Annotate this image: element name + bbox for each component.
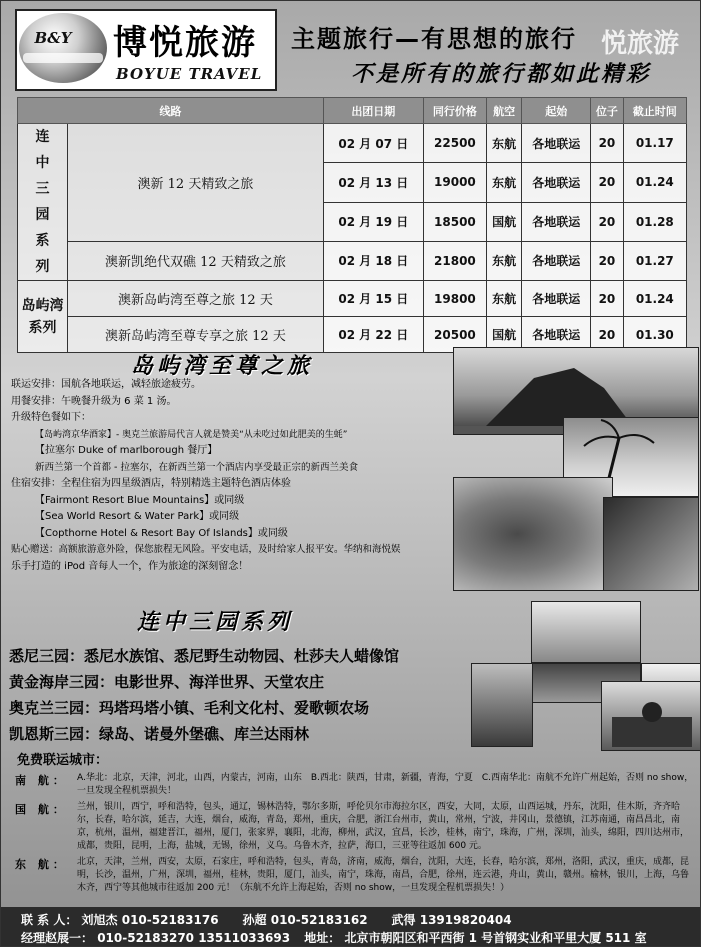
seats-cell: 20	[591, 202, 623, 241]
price-cell: 18500	[423, 202, 486, 241]
detail-line: 住宿安排：全程住宿为四星级酒店，特别精选主题特色酒店体验	[11, 478, 291, 489]
detail-line: 联运安排：国航各地联运，减轻旅途疲劳。	[11, 379, 201, 390]
deadline-cell: 01.30	[623, 317, 686, 353]
lianzhong-section	[1, 601, 701, 751]
seats-cell: 20	[591, 124, 623, 163]
contact-footer	[1, 907, 701, 947]
detail-line: 【拉塞尔 Duke of marlborough 餐厅】	[35, 445, 218, 456]
detail-line: 贴心赠送：高额旅游意外险，保您旅程无风险。平安电话，及时给家人报平安。华纳和海悦娱	[11, 544, 401, 555]
region-label: 南 航：	[15, 774, 68, 787]
region-label: 国 航：	[15, 803, 68, 816]
manager-phone: 010-52183270 13511033693	[97, 931, 291, 945]
island-details	[11, 377, 451, 575]
price-cell: 21800	[423, 241, 486, 280]
col-deadline: 截止时间	[623, 98, 686, 124]
park-item: 凯恩斯三园：绿岛、诺曼外堡礁、库兰达雨林	[9, 725, 310, 743]
seats-cell: 20	[591, 241, 623, 280]
region-text: A.华北：北京，天津，河北，山西，内蒙古，河南，山东 B.西北：陕西，甘肃，新疆，青海，宁夏 C.西南华北：南航不允许广州起始，否则 no show，一旦发现全程机票损失！	[77, 773, 694, 796]
seats-cell: 20	[591, 163, 623, 202]
table-row	[18, 281, 687, 317]
island-photo-collage	[453, 347, 699, 591]
table-row	[18, 124, 687, 163]
detail-line: 【Sea World Resort & Water Park】或同级	[35, 511, 240, 522]
region-label: 东 航：	[15, 858, 68, 871]
start-cell: 各地联运	[522, 124, 591, 163]
park-item: 奥克兰三园：玛塔玛塔小镇、毛利文化村、爱歌顿农场	[9, 699, 370, 717]
manager-label: 经理赵展一：	[21, 931, 94, 945]
start-cell: 各地联运	[522, 202, 591, 241]
date-cell: 02 月 15 日	[323, 281, 423, 317]
free-connection-cities	[7, 753, 697, 907]
cities-title: 免费联运城市：	[17, 753, 109, 768]
park-photo-collage	[471, 601, 701, 751]
route-cell: 澳新 12 天精致之旅	[68, 124, 324, 242]
deadline-cell: 01.24	[623, 163, 686, 202]
header	[1, 1, 701, 97]
region-air-china	[7, 801, 697, 853]
route-cell: 澳新岛屿湾至尊专享之旅 12 天	[68, 317, 324, 353]
contact-numbers: 刘旭杰 010-52183176 孙超 010-52183162 武得 13919820404	[81, 913, 512, 927]
table-row	[18, 241, 687, 280]
date-cell: 02 月 07 日	[323, 124, 423, 163]
park-list	[9, 643, 399, 747]
col-start: 起始	[522, 98, 591, 124]
region-text: 兰州，银川，西宁，呼和浩特，包头，通辽，锡林浩特，鄂尔多斯，呼伦贝尔市海拉尔区，西安，大同，太原，山西运城，丹东，沈阳，佳木斯，齐齐哈尔，长春，哈尔滨，延吉，大连，烟台，威海，青岛，郑州，重庆，合肥，浙江台州市，黄山，常州，宁波，井冈山，景德镇，江苏南通，南昌昌北，南京，杭州，温州，福建晋江，福州，厦门，张家界，襄阳，北海，柳州，武汉，宜昌，长沙，桂林，南宁，珠海，广州，深圳，汕头，绵阳，四川达州市，成都，贵阳，昆明，上海，盐城，无锡，徐州，义乌。乌鲁木齐，拉萨，海口，三亚等往返加 600 元。	[77, 802, 690, 851]
price-cell: 20500	[423, 317, 486, 353]
detail-line: 用餐安排：午晚餐升级为 6 菜 1 汤。	[11, 395, 177, 407]
deadline-cell: 01.28	[623, 202, 686, 241]
airline-cell: 国航	[487, 317, 522, 353]
airline-cell: 东航	[487, 281, 522, 317]
wildlife-photo	[531, 601, 641, 663]
airline-cell: 国航	[487, 202, 522, 241]
tour-schedule-table	[17, 97, 687, 353]
deadline-cell: 01.24	[623, 281, 686, 317]
brand-name-en: BOYUE TRAVEL	[116, 65, 263, 83]
col-date: 出团日期	[323, 98, 423, 124]
col-route: 线路	[18, 98, 324, 124]
start-cell: 各地联运	[522, 241, 591, 280]
start-cell: 各地联运	[522, 317, 591, 353]
brand-name: 博悦旅游	[113, 23, 257, 63]
park-item: 悉尼三园：悉尼水族馆、悉尼野生动物园、杜莎夫人蜡像馆	[9, 647, 400, 665]
park-item: 黄金海岸三园：电影世界、海洋世界、天堂农庄	[9, 673, 325, 691]
lianzhong-section-title: 连中三园系列	[137, 610, 294, 635]
logo-initials: B&Y	[34, 29, 72, 47]
airline-cell: 东航	[487, 241, 522, 280]
price-cell: 19800	[423, 281, 486, 317]
deadline-cell: 01.17	[623, 124, 686, 163]
seats-cell: 20	[591, 317, 623, 353]
region-text: 北京，天津，兰州，西安，太原，石家庄，呼和浩特，包头，青岛，济南，威海，烟台，沈阳，大连，长春，哈尔滨，郑州，洛阳，武汉，重庆，成都，昆明，长沙，温州，广州，深圳，福州，桂林，贵阳，厦门，汕头，南宁，珠海，南昌，合肥，徐州，连云港，舟山，黄山，赣州。榆林，银川，上海，乌鲁木齐，西宁等其他城市往返加 200 元！（东航不允许上海起始，否则 no show，一旦发现全程机票损失！）	[77, 857, 690, 893]
col-price: 同行价格	[423, 98, 486, 124]
region-china-eastern	[7, 856, 697, 895]
detail-line: 升级特色餐如下：	[11, 412, 91, 423]
manager-row	[21, 929, 647, 946]
detail-line: 【Fairmont Resort Blue Mountains】或同级	[35, 494, 245, 506]
heritage-building-photo	[601, 681, 701, 751]
deadline-cell: 01.27	[623, 241, 686, 280]
contact-label: 联 系 人：	[21, 913, 78, 927]
region-china-southern	[7, 772, 697, 798]
detail-line: 【岛屿湾京华酒家】- 奥克兰旅游局代言人就是赞美“从未吃过如此肥美的生蚝”	[35, 429, 348, 440]
date-cell: 02 月 22 日	[323, 317, 423, 353]
airline-cell: 东航	[487, 163, 522, 202]
route-cell: 澳新岛屿湾至尊之旅 12 天	[68, 281, 324, 317]
col-seats: 位子	[591, 98, 623, 124]
start-cell: 各地联运	[522, 163, 591, 202]
detail-line: 【Copthorne Hotel & Resort Bay Of Islands】或同级	[35, 527, 288, 539]
series-island-bay: 岛屿湾 系列	[18, 281, 68, 353]
tram-station-photo	[471, 663, 533, 747]
date-cell: 02 月 13 日	[323, 163, 423, 202]
series-lianzhong: 连 中 三 园 系 列	[18, 124, 68, 281]
address-text: 北京市朝阳区和平西街 1 号首钢实业和平里大厦 511 室	[344, 931, 647, 945]
price-cell: 19000	[423, 163, 486, 202]
coast-aerial-photo	[603, 497, 699, 591]
contact-row	[21, 911, 512, 928]
island-bay-section	[1, 345, 701, 595]
bay-aerial-photo	[453, 477, 613, 591]
col-airline: 航空	[487, 98, 522, 124]
address-label: 地址：	[304, 931, 341, 945]
slogan-primary: 主题旅行—有思想的旅行	[291, 25, 577, 53]
route-cell: 澳新凯绝代双礁 12 天精致之旅	[68, 241, 324, 280]
date-cell: 02 月 19 日	[323, 202, 423, 241]
table-header-row	[18, 98, 687, 124]
detail-line: 新西兰第一个首都 - 拉塞尔，在新西兰第一个酒店内享受最正宗的新西兰美食	[35, 461, 358, 473]
seats-cell: 20	[591, 281, 623, 317]
airline-cell: 东航	[487, 124, 522, 163]
price-cell: 22500	[423, 124, 486, 163]
date-cell: 02 月 18 日	[323, 241, 423, 280]
logo-globe-icon	[19, 13, 107, 83]
detail-line: 乐手打造的 iPod 音每人一个，作为旅途的深刻留念！	[11, 560, 249, 572]
slogan-ghost: 悦旅游	[601, 29, 680, 59]
building-dome-icon	[602, 682, 701, 751]
island-section-title: 岛屿湾至尊之旅	[131, 354, 314, 379]
slogan-secondary: 不是所有的旅行都如此精彩	[351, 62, 652, 87]
start-cell: 各地联运	[522, 281, 591, 317]
